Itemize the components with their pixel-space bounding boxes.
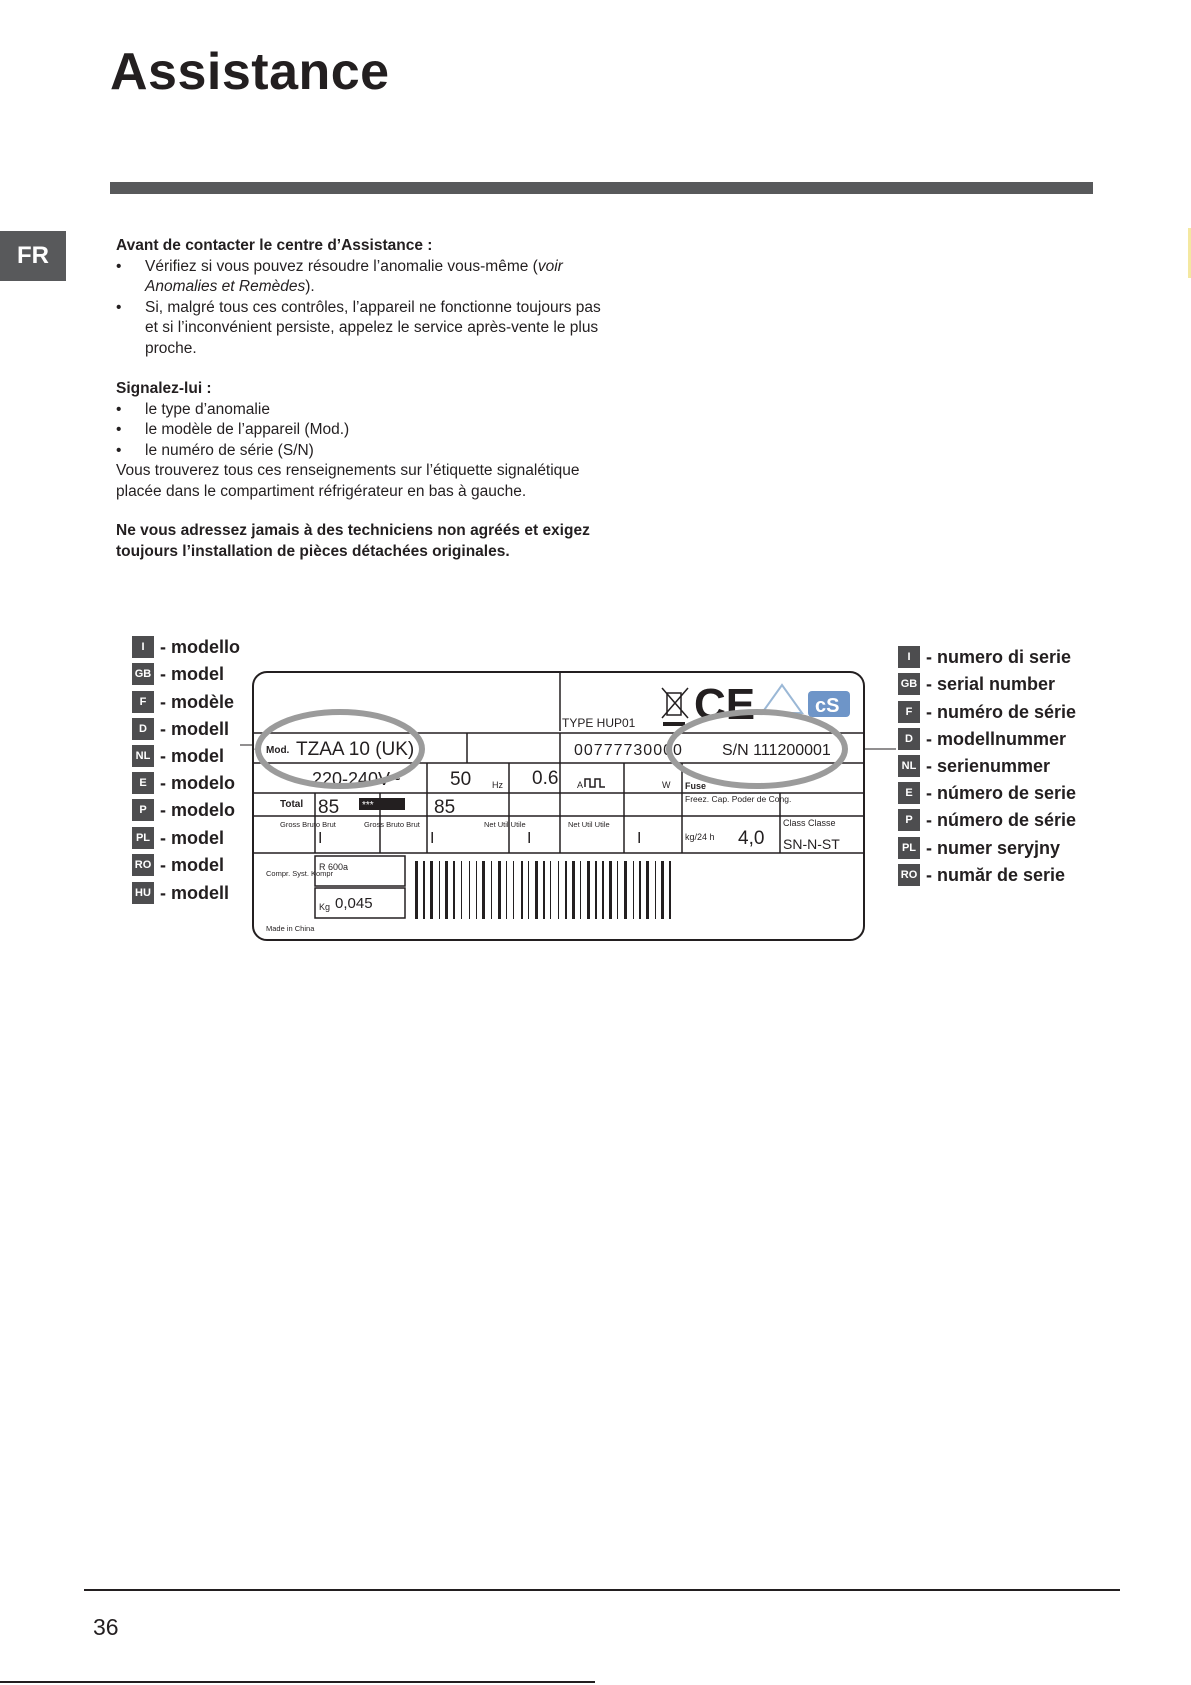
kg24-label: kg/24 h [685, 832, 715, 842]
country-badge: I [898, 646, 920, 668]
report-list [116, 400, 602, 462]
watt-unit: W [662, 780, 671, 790]
origin-label: Made in China [266, 924, 315, 933]
net-label: Net Util Utile [484, 820, 526, 829]
freeze-capacity-label: Freez. Cap. Poder de Cong. [685, 794, 792, 804]
country-badge: D [132, 718, 154, 740]
model-label-list [132, 636, 252, 916]
before-contact-section [116, 236, 602, 359]
hz-unit: Hz [492, 780, 503, 790]
bullet-icon: • [116, 421, 122, 438]
country-badge: I [132, 636, 154, 658]
country-badge: HU [132, 882, 154, 904]
serial-label-row: GB - serial number [898, 673, 1055, 695]
total-value: 85 [318, 797, 340, 818]
fuse-label: Fuse [685, 781, 707, 791]
serial-leader-line [864, 744, 896, 754]
total-label: Total [280, 799, 304, 810]
serial-label-row: RO - număr de serie [898, 864, 1065, 886]
country-badge: PL [898, 837, 920, 859]
compressor-label: Compr. Syst. Kompr [266, 869, 334, 878]
report-note: Vous trouverez tous ces renseignements sur l’étiquette signalétique placée dans le compartiment réfrigérateur en bas à gauche. [116, 462, 580, 500]
model-label-row: NL - model [132, 745, 224, 767]
country-badge: P [898, 809, 920, 831]
model-label-row: HU - modell [132, 882, 229, 904]
cell-value: I [637, 830, 642, 847]
cell-value: I [430, 830, 435, 847]
cell-value: I [527, 830, 532, 847]
cell-value: I [318, 830, 323, 847]
footer-divider [84, 1589, 1120, 1591]
model-label-row: P - modelo [132, 799, 235, 821]
country-badge: E [898, 782, 920, 804]
country-badge: NL [132, 745, 154, 767]
model-label-row: I - modello [132, 636, 240, 658]
svg-text:-: - [254, 744, 258, 755]
page-number: 36 [93, 1614, 119, 1640]
gross-label: Gross Bruto Brut [364, 820, 420, 829]
kg-label: Kg [319, 902, 331, 912]
before-contact-list [116, 257, 602, 360]
serial-label-row: D - modellnummer [898, 728, 1066, 750]
serial-label-row: F - numéro de série [898, 701, 1076, 723]
warning-text: Ne vous adressez jamais à des techniciens non agréés et exigez toujours l’installation de pièces détachées originales. [116, 522, 590, 560]
model-label-row: E - modelo [132, 772, 235, 794]
gross-label: Gross Bruto Brut [280, 820, 336, 829]
serial-label-row: E - número de serie [898, 782, 1076, 804]
report-section [116, 379, 602, 502]
model-label-row: D - modell [132, 718, 229, 740]
serial-label-list [898, 646, 1098, 896]
refrigerant-mass: 0,045 [335, 895, 373, 912]
before-contact-heading: Avant de contacter le centre d’Assistance : [116, 237, 433, 254]
plate-code: 00777730000 [574, 742, 683, 759]
country-badge: NL [898, 755, 920, 777]
amp-unit: A [577, 780, 584, 790]
bullet-icon: • [116, 257, 122, 275]
model-label-row: PL - model [132, 827, 224, 849]
list-item: • Vérifiez si vous pouvez résoudre l’anomalie vous-même (voir Anomalies et Remèdes). [116, 257, 563, 295]
svg-text:cS: cS [815, 695, 840, 717]
country-badge: RO [898, 864, 920, 886]
mod-label: Mod. [266, 745, 290, 756]
list-item: • le type d’anomalie [116, 400, 602, 421]
refrigerant: R 600a [319, 862, 349, 872]
title-divider [110, 182, 1093, 194]
serial-label-row: PL - numer seryjny [898, 837, 1060, 859]
model-label-row: RO - model [132, 854, 224, 876]
class-label: Class Classe [783, 818, 836, 828]
plate-type: TYPE HUP01 [562, 716, 636, 730]
country-badge: F [132, 691, 154, 713]
serial-label-row: I - numero di serie [898, 646, 1071, 668]
serial-label-row: P - número de série [898, 809, 1076, 831]
list-item: • le numéro de série (S/N) [116, 441, 602, 462]
ce-mark: CE [694, 680, 756, 729]
bullet-icon: • [116, 400, 122, 418]
country-badge: GB [132, 663, 154, 685]
list-item: • Si, malgré tous ces contrôles, l’appareil ne fonctionne toujours pas et si l’inconvénient persiste, appelez le service après-vente le plus proche. [116, 298, 601, 357]
plate-serial: S/N 111200001 [722, 742, 831, 759]
plate-frequency: 50 [450, 769, 472, 790]
country-badge: RO [132, 854, 154, 876]
climate-class: SN-N-ST [783, 836, 840, 852]
plate-model: TZAA 10 (UK) [296, 739, 415, 760]
freeze-capacity: 4,0 [738, 828, 765, 849]
country-badge: PL [132, 827, 154, 849]
model-label-row: F - modèle [132, 691, 234, 713]
model-label-row: GB - model [132, 663, 224, 685]
bottom-edge-line [0, 1681, 595, 1683]
plate-current: 0.6 [532, 768, 559, 789]
country-badge: F [898, 701, 920, 723]
country-badge: GB [898, 673, 920, 695]
bullet-icon: • [116, 441, 122, 459]
country-badge: D [898, 728, 920, 750]
plate-voltage: 220-240V~ [312, 769, 401, 789]
language-tab: FR [0, 231, 66, 281]
serial-label-row: NL - serienummer [898, 755, 1050, 777]
bullet-icon: • [116, 298, 122, 316]
weee-bar [663, 722, 685, 726]
cross-reference: voir Anomalies et Remèdes [145, 257, 563, 295]
country-badge: P [132, 799, 154, 821]
net-label: Net Util Utile [568, 820, 610, 829]
freezer-rating: *** [362, 800, 374, 811]
country-badge: E [132, 772, 154, 794]
rating-plate [252, 671, 865, 941]
page-title: Assistance [110, 43, 390, 101]
list-item: • le modèle de l’appareil (Mod.) [116, 420, 602, 441]
report-heading: Signalez-lui : [116, 380, 212, 397]
freezer-value: 85 [434, 797, 456, 818]
